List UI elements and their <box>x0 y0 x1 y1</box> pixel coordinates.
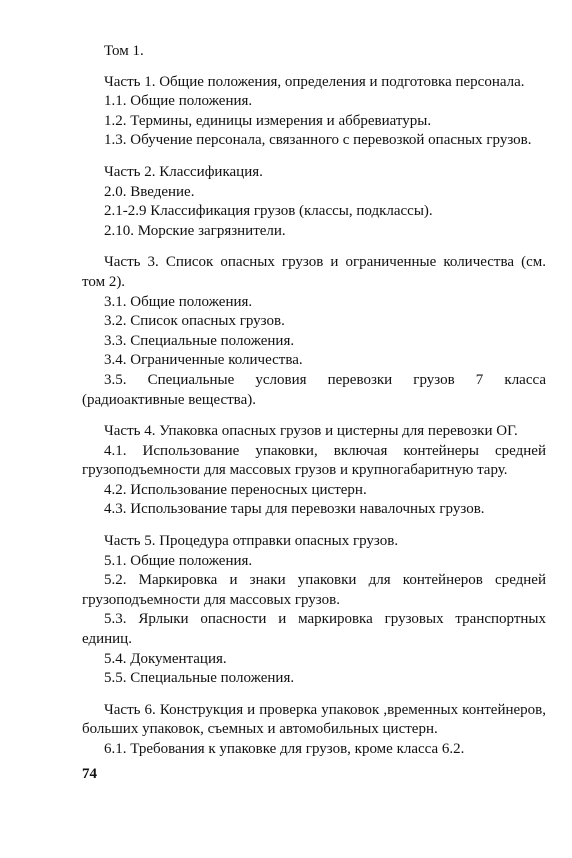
list-item: 3.2. Список опасных грузов. <box>104 313 285 330</box>
section-heading: Часть 1. Общие положения, определения и подготовка персонала. <box>104 73 525 90</box>
section-heading: Часть 3. Список опасных грузов и ограниченные количества (см. том 2). <box>82 254 546 290</box>
table-of-contents <box>82 42 546 760</box>
list-item: 1.2. Термины, единицы измерения и аббревиатуры. <box>104 112 432 129</box>
list-item: 5.1. Общие положения. <box>104 552 253 569</box>
list-item: 4.1. Использование упаковки, включая контейнеры средней грузоподъемности для массовых грузов и крупногабаритную тару. <box>82 442 546 479</box>
section-heading: Часть 6. Конструкция и проверка упаковок ,временных контейнеров, больших упаковок, съемных и автомобильных цистерн. <box>82 701 546 738</box>
list-item: 3.5. Специальные условия перевозки грузов 7 класса (радиоактивные вещества). <box>82 371 546 408</box>
list-item: 4.3. Использование тары для перевозки навалочных грузов. <box>104 501 485 518</box>
list-item: 1.3. Обучение персонала, связанного с перевозкой опасных грузов. <box>104 132 532 149</box>
list-item: 1.1. Общие положения. <box>104 93 253 110</box>
section-part-4 <box>82 422 546 520</box>
section-part-5 <box>82 532 546 689</box>
list-item: 5.4. Документация. <box>104 650 227 667</box>
list-item: 5.5. Специальные положения. <box>104 670 295 687</box>
section-part-2 <box>82 163 546 241</box>
volume-title: Том 1. <box>104 43 144 59</box>
list-item: 3.3. Специальные положения. <box>104 332 295 349</box>
list-item: 5.2. Маркировка и знаки упаковки для контейнеров средней грузоподъемности для массовых грузов. <box>82 572 546 608</box>
section-heading: Часть 5. Процедура отправки опасных грузов. <box>104 533 399 550</box>
list-item: 2.10. Морские загрязнители. <box>104 222 286 239</box>
list-item: 4.2. Использование переносных цистерн. <box>104 481 367 498</box>
list-item: 2.0. Введение. <box>104 183 195 200</box>
section-heading: Часть 4. Упаковка опасных грузов и цистерны для перевозки ОГ. <box>104 423 518 440</box>
list-item: 5.3. Ярлыки опасности и маркировка грузовых транспортных единиц. <box>82 611 546 648</box>
list-item: 3.4. Ограниченные количества. <box>104 352 303 369</box>
section-part-1 <box>82 73 546 151</box>
list-item: 2.1-2.9 Классификация грузов (классы, подклассы). <box>104 203 433 220</box>
section-heading: Часть 2. Классификация. <box>104 163 263 180</box>
section-part-3 <box>82 253 546 410</box>
page-number: 74 <box>82 766 97 782</box>
section-part-6 <box>82 701 546 760</box>
list-item: 3.1. Общие положения. <box>104 293 253 310</box>
list-item: 6.1. Требования к упаковке для грузов, кроме класса 6.2. <box>104 741 465 757</box>
